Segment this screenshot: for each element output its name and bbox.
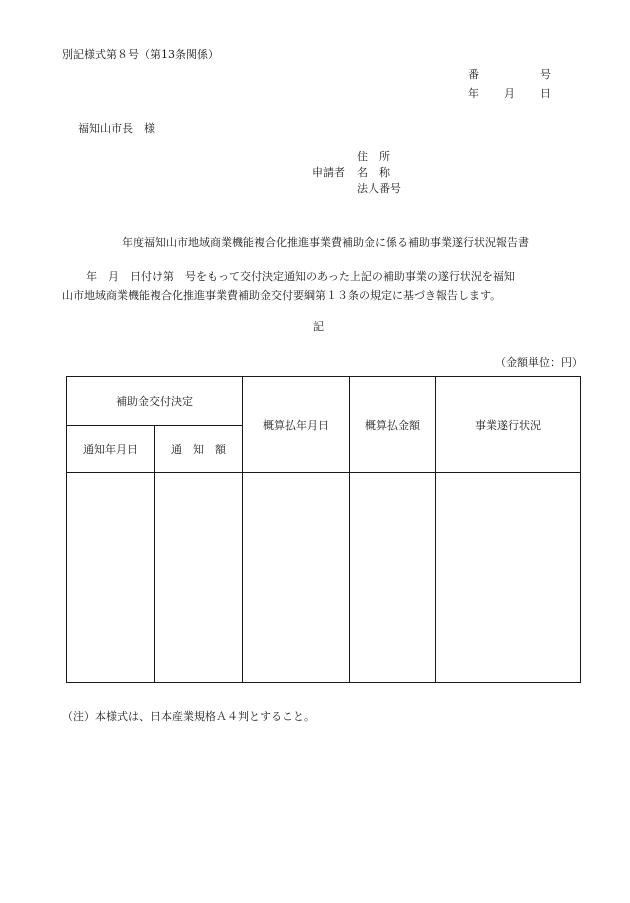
date-day: 日 (540, 87, 551, 100)
notice-date-cell[interactable] (67, 473, 155, 683)
number-prefix: 番 (468, 68, 479, 81)
body-line-1: 年 月 日付け第 号をもって交付決定通知のあった上記の補助事業の遂行状況を福知 (86, 270, 515, 283)
number-suffix: 号 (540, 68, 551, 81)
footnote: （注）本様式は、日本産業規格Ａ４判とすること。 (62, 710, 315, 723)
estimate-date-header (243, 377, 350, 473)
ki-mark: 記 (313, 320, 324, 333)
group-header-label: 補助金交付決定 (116, 395, 193, 408)
status-header (436, 377, 581, 473)
document-title: 年度福知山市地域商業機能複合化推進事業費補助金に係る補助事業遂行状況報告書 (122, 236, 529, 249)
corp-number-label: 法人番号 (357, 182, 401, 195)
address-label: 住 所 (357, 150, 390, 163)
date-month: 月 (504, 87, 515, 100)
unit-note: （金額単位：円） (495, 356, 583, 369)
estimate-amount-label: 概算払金額 (365, 418, 420, 432)
addressee: 福知山市長 様 (78, 122, 155, 135)
name-label: 名 称 (357, 166, 390, 179)
notice-amount-cell[interactable] (155, 473, 243, 683)
estimate-date-label: 概算払年月日 (263, 418, 329, 432)
notice-date-label: 通知年月日 (83, 443, 138, 456)
status-label: 事業遂行状況 (475, 418, 541, 432)
form-label: 別記様式第８号（第13条関係） (62, 48, 219, 61)
body-line-2: 山市地域商業機能複合化推進事業費補助金交付要綱第１３条の規定に基づき報告します。 (62, 289, 502, 302)
group-header-cell (67, 377, 243, 426)
estimate-amount-cell[interactable] (350, 473, 436, 683)
estimate-amount-header (350, 377, 436, 473)
date-year: 年 (468, 87, 479, 100)
notice-date-header (67, 426, 155, 473)
status-cell[interactable] (436, 473, 581, 683)
applicant-role: 申請者 (312, 166, 345, 179)
notice-amount-header (155, 426, 243, 473)
report-table (66, 376, 581, 683)
estimate-date-cell[interactable] (243, 473, 350, 683)
notice-amount-label: 通 知 額 (171, 443, 226, 456)
